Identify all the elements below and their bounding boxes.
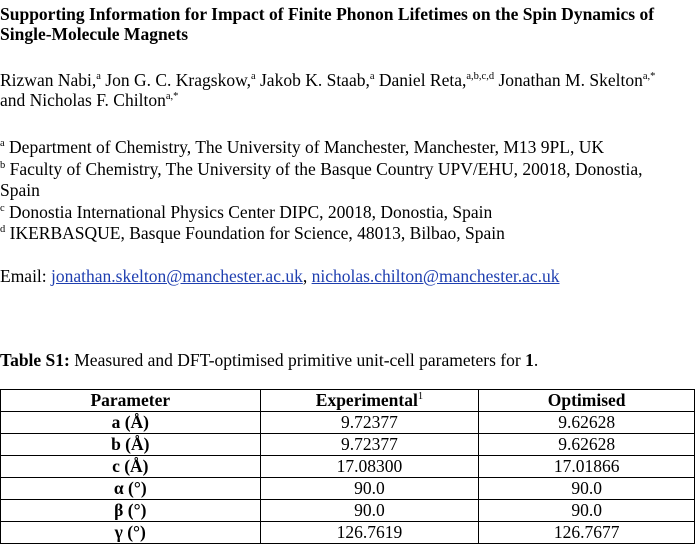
- table-caption-label: Table S1:: [0, 350, 70, 370]
- author-affiliation-mark: a,*: [642, 71, 656, 82]
- email-link-skelton[interactable]: jonathan.skelton@manchester.ac.uk: [51, 266, 303, 286]
- affiliation-item: [0, 137, 700, 159]
- header-experimental: Experimental$^1$: [260, 390, 479, 412]
- affiliation-list: [0, 137, 700, 245]
- affiliation-item: [0, 180, 700, 202]
- author-name: Rizwan Nabi,: [0, 70, 97, 90]
- experimental-cell: 90.0: [260, 478, 479, 500]
- affiliation-item: [0, 223, 700, 245]
- experimental-cell: 17.08300: [260, 456, 479, 478]
- affiliation-mark: b: [0, 159, 6, 171]
- email-label: Email:: [0, 266, 52, 286]
- table-row: [1, 434, 695, 456]
- optimised-cell: 9.62628: [479, 434, 695, 456]
- author-list: [0, 70, 700, 110]
- affiliation-item: [0, 159, 700, 181]
- table-row: [1, 522, 695, 544]
- parameter-cell: a (Å): [1, 412, 261, 434]
- parameter-cell: c (Å): [1, 456, 261, 478]
- header-parameter: Parameter: [1, 390, 261, 412]
- optimised-cell: 9.62628: [479, 412, 695, 434]
- author-affiliation-mark: a: [96, 71, 101, 82]
- unit-cell-table: [0, 389, 695, 544]
- affiliation-mark: d: [0, 224, 6, 235]
- parameter-cell: b (Å): [1, 434, 261, 456]
- compound-number: 1: [525, 350, 534, 370]
- table-row: [1, 500, 695, 522]
- experimental-cell: 9.72377: [260, 412, 479, 434]
- affiliation-item: [0, 202, 700, 224]
- table-caption-text: Measured and DFT-optimised primitive unit-cell parameters for: [69, 350, 526, 370]
- table-row: [1, 456, 695, 478]
- author: [260, 70, 379, 90]
- author-name: Daniel Reta,: [378, 70, 467, 90]
- experimental-cell: 126.7619: [260, 522, 479, 544]
- author: [379, 70, 499, 90]
- affiliation-text: Spain: [0, 180, 40, 200]
- affiliation-mark: a: [0, 138, 5, 149]
- author-name: and Nicholas F. Chilton: [0, 90, 166, 110]
- affiliation-text: IKERBASQUE, Basque Foundation for Science, 48013, Bilbao, Spain: [5, 223, 505, 243]
- reference-mark: 1: [417, 391, 424, 402]
- author-name: Jon G. C. Kragskow,: [105, 70, 251, 90]
- affiliation-text: Donostia International Physics Center DIPC, 20018, Donostia, Spain: [4, 201, 493, 222]
- author-name: Jakob K. Staab,: [260, 70, 370, 90]
- affiliation-text: Department of Chemistry, The University of Manchester, Manchester, M13 9PL, UK: [4, 137, 604, 157]
- author-affiliation-mark: a,b,c,d: [466, 71, 495, 82]
- parameter-cell: α (°): [1, 478, 261, 500]
- optimised-cell: 126.7677: [479, 522, 695, 544]
- author: [105, 70, 260, 90]
- email-link-chilton[interactable]: nicholas.chilton@manchester.ac.uk: [311, 266, 560, 286]
- table-header-row: [1, 390, 695, 412]
- experimental-cell: 90.0: [260, 500, 479, 522]
- table-row: [1, 412, 695, 434]
- contact-email: Email: jonathan.skelton@manchester.ac.uk, nicholas.chilton@manchester.ac.uk: [0, 266, 560, 286]
- table-row: [1, 478, 695, 500]
- author: [0, 70, 105, 90]
- experimental-cell: 9.72377: [260, 434, 479, 456]
- optimised-cell: 17.01866: [479, 456, 695, 478]
- table-caption: Table S1: Measured and DFT-optimised primitive unit-cell parameters for 1.: [0, 350, 539, 370]
- author-affiliation-mark: a: [250, 71, 256, 82]
- author: [0, 90, 178, 110]
- parameter-cell: γ (°): [1, 522, 261, 544]
- affiliation-text: Faculty of Chemistry, The University of the Basque Country UPV/EHU, 20018, Donostia,: [5, 158, 643, 179]
- author-affiliation-mark: a,*: [165, 91, 179, 102]
- affiliation-mark: c: [0, 202, 5, 214]
- optimised-cell: 90.0: [479, 500, 695, 522]
- parameter-cell: β (°): [1, 500, 261, 522]
- author-affiliation-mark: a: [369, 71, 375, 82]
- paper-title: Supporting Information for Impact of Finite Phonon Lifetimes on the Spin Dynamics of Single-Molecule Magnets: [0, 4, 655, 44]
- author-name: Jonathan M. Skelton: [498, 70, 643, 90]
- header-optimised: Optimised: [479, 390, 695, 412]
- author: [498, 70, 655, 90]
- optimised-cell: 90.0: [479, 478, 695, 500]
